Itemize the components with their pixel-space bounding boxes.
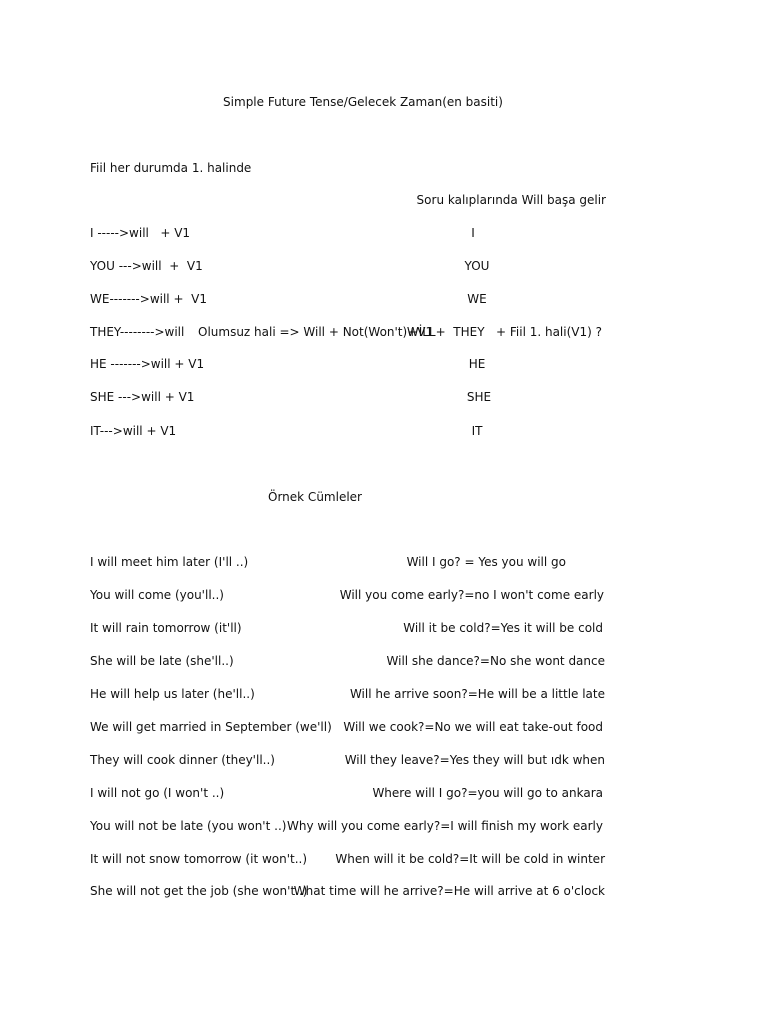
example-left: He will help us later (he'll..) [90,687,255,701]
intro-text: Fiil her durumda 1. halinde [90,161,252,175]
conjugation-right: YOU [464,259,490,273]
example-right: Where will I go?=you will go to ankara [372,786,603,800]
conjugation-right: HE [468,357,486,371]
negative-form: Olumsuz hali => Will + Not(Won't)+V1 [198,325,434,339]
example-right: What time will he arrive?=He will arrive at 6 o'clock [293,884,605,898]
examples-heading: Örnek Cümleler [268,490,362,504]
example-right: Will they leave?=Yes they will but ıdk when [344,753,605,767]
example-right: Will it be cold?=Yes it will be cold [403,621,603,635]
example-right: When will it be cold?=It will be cold in winter [335,852,605,866]
conjugation-right: IT [471,424,483,438]
example-left: We will get married in September (we'll) [90,720,332,734]
conjugation-left: SHE --->will + V1 [90,390,195,404]
conjugation-left: YOU --->will + V1 [90,259,203,273]
page-title: Simple Future Tense/Gelecek Zaman(en basiti) [223,95,503,109]
example-right: Why will you come early?=I will finish my work early [287,819,603,833]
example-left: It will not snow tomorrow (it won't..) [90,852,308,866]
example-right: Will I go? = Yes you will go [406,555,566,569]
conjugation-right: I [471,226,475,240]
conjugation-left: IT--->will + V1 [90,424,177,438]
example-right: Will she dance?=No she wont dance [386,654,605,668]
example-left: You will come (you'll..) [90,588,224,602]
conjugation-right: WE [467,292,487,306]
example-right: Will you come early?=no I won't come early [339,588,604,602]
conjugation-right: SHE [466,390,492,404]
example-left: I will not go (I won't ..) [90,786,225,800]
example-left: It will rain tomorrow (it'll) [90,621,242,635]
example-right: Will he arrive soon?=He will be a little late [349,687,605,701]
example-right: Will we cook?=No we will eat take-out food [343,720,603,734]
example-left: They will cook dinner (they'll..) [90,753,275,767]
conjugation-left: WE------->will + V1 [90,292,207,306]
conjugation-left: HE ------->will + V1 [90,357,205,371]
conjugation-left: I ----->will + V1 [90,226,191,240]
example-left: You will not be late (you won't ..) [90,819,287,833]
conjugation-left: THEY-------->will [90,325,185,339]
example-left: I will meet him later (I'll ..) [90,555,249,569]
example-left: She will be late (she'll..) [90,654,234,668]
example-left: She will not get the job (she won't..) [90,884,308,898]
question-note: Soru kalıplarında Will başa gelir [416,193,606,207]
conjugation-right: WİLL+ THEY + Fiil 1. hali(V1) ? [406,325,602,339]
